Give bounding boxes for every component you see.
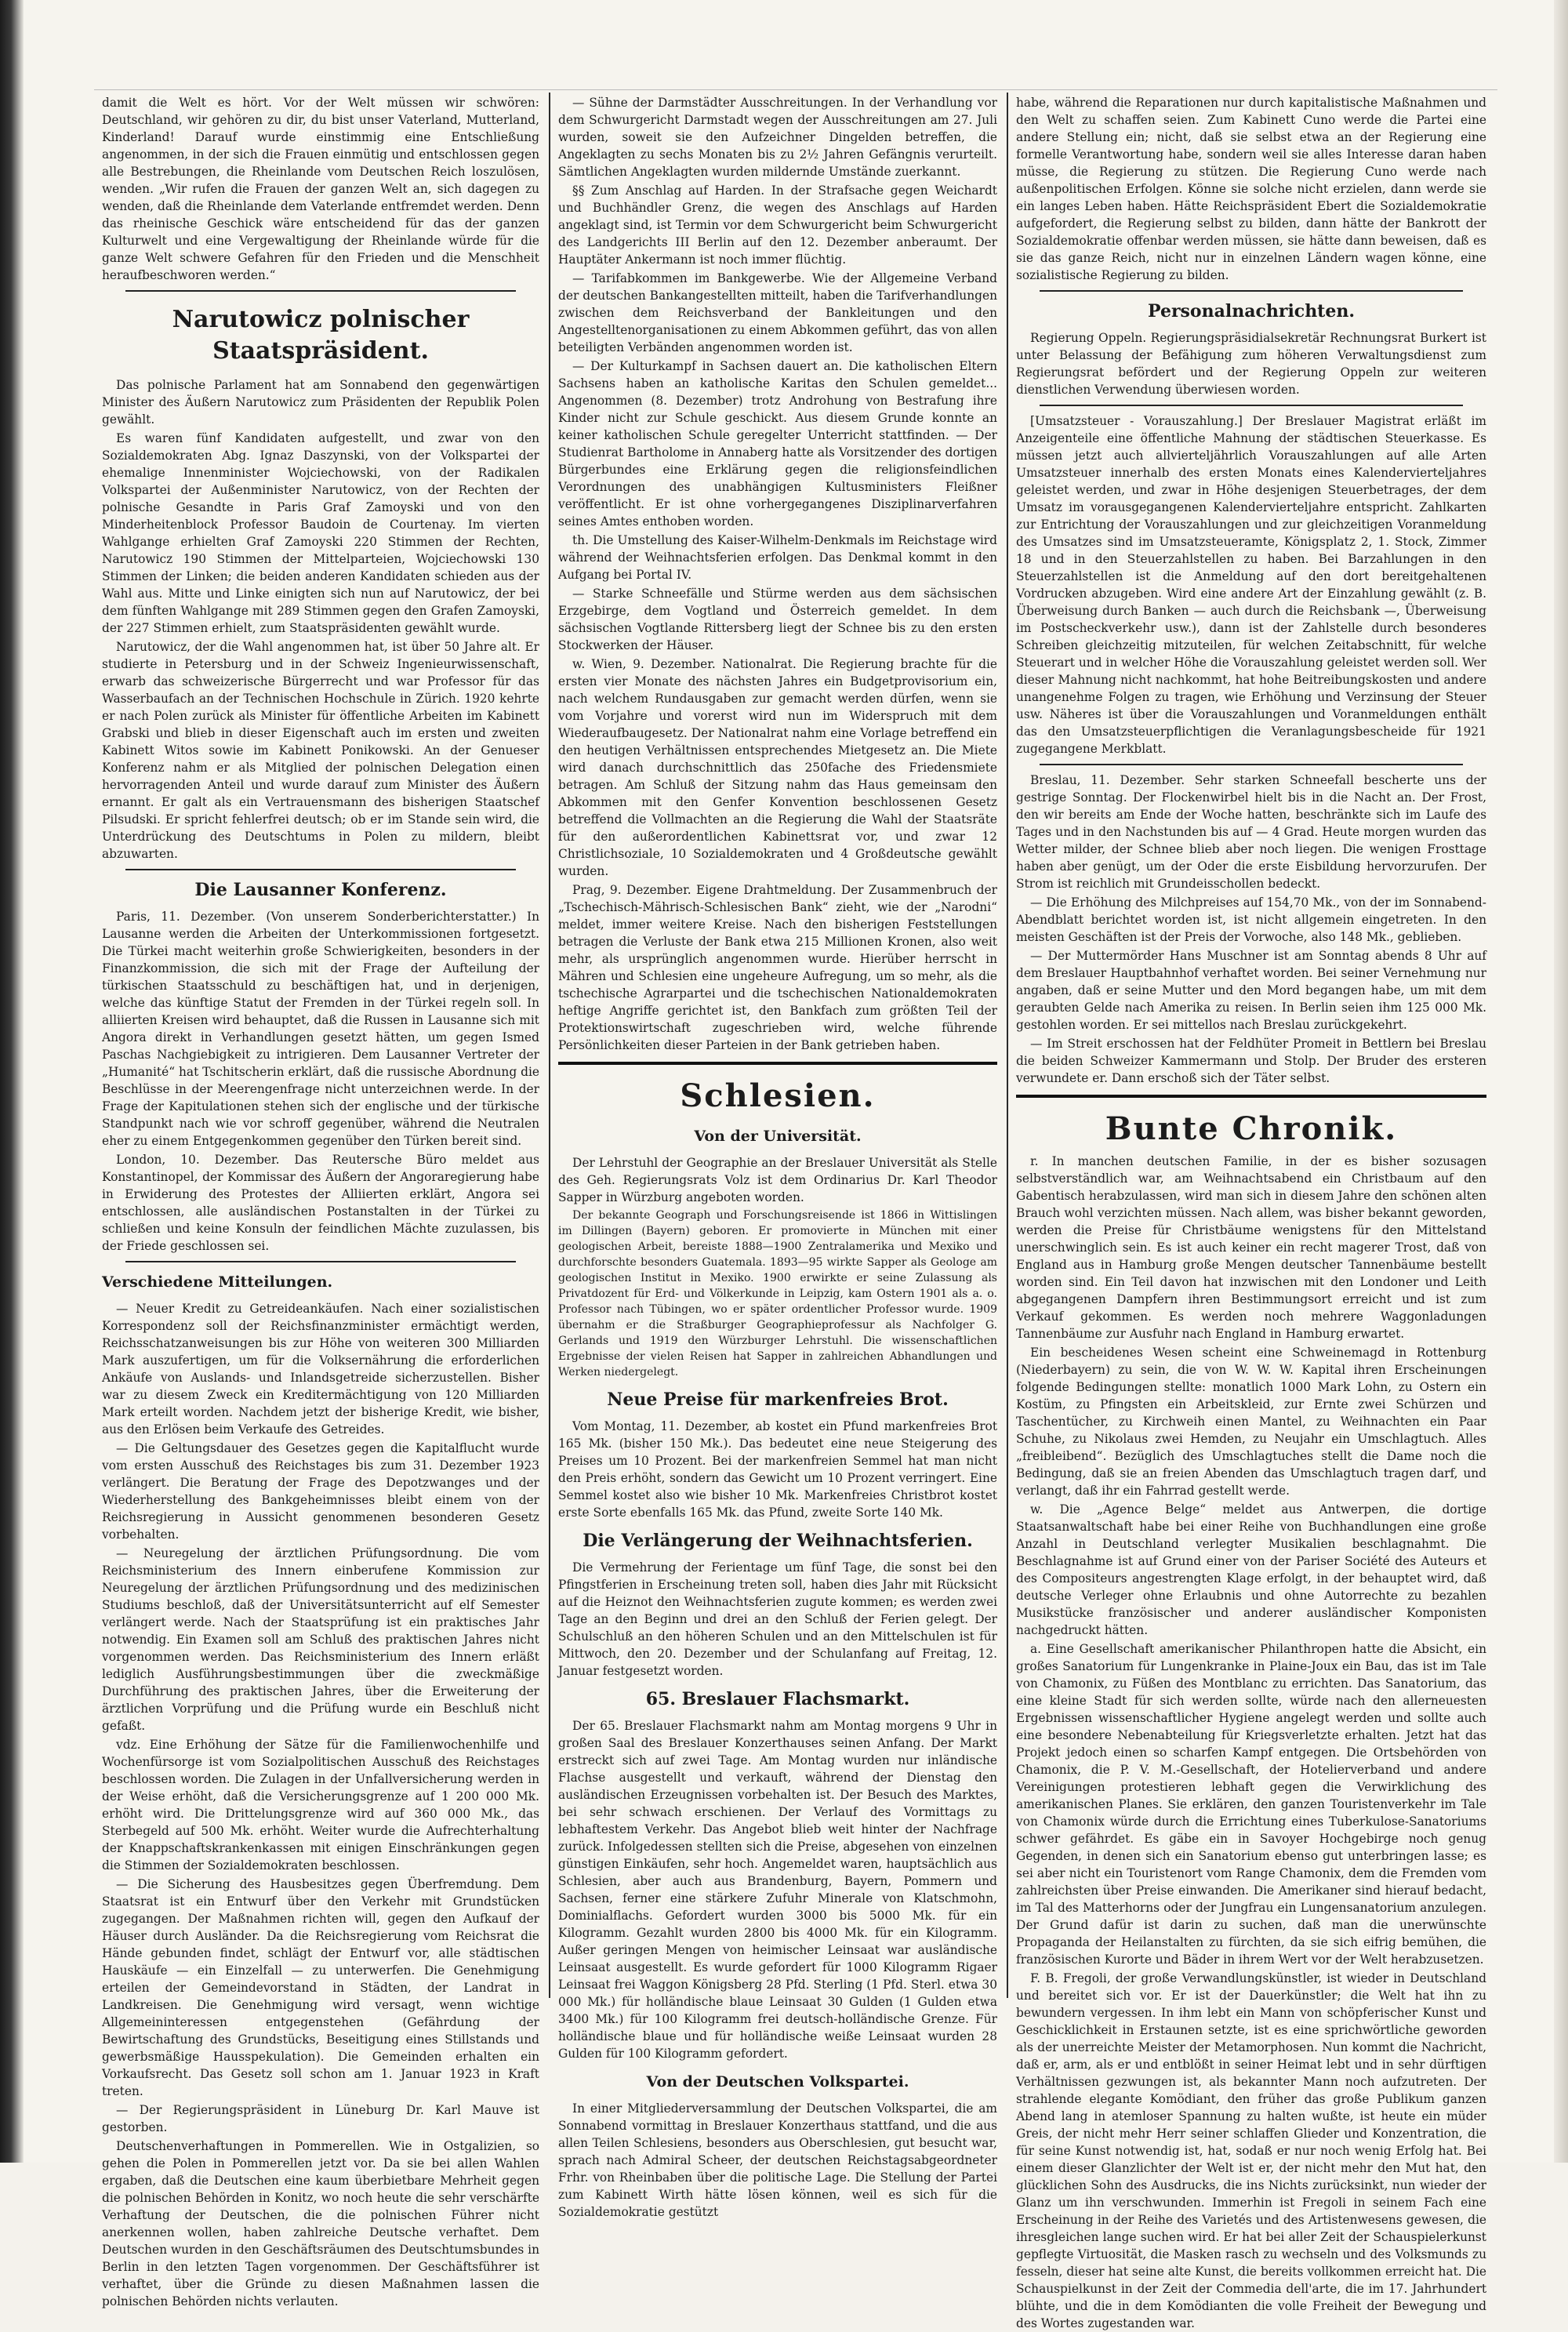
separator [125, 290, 516, 292]
brot-paragraph: Vom Montag, 11. Dezember, ab kostet ein Pfund markenfreies Brot 165 Mk. (bisher 150 Mk.). Das bedeutet eine neue Steigerung des Preises um 10 Prozent. Bei der markenfreien Semmel hat man nicht den Preis erhöht, sondern das Gewicht um 10 Prozent verringert. Eine Semmel kostet also wie bisher 10 Mk. Markenfreies Christbrot kostet erste Sorte ebenfalls 165 Mk. das Pfund, zweite Sorte 140 Mk. [558, 1419, 997, 1520]
universitaet-heading: Von der Universität. [694, 1128, 862, 1145]
news-paragraph: — Sühne der Darmstädter Ausschreitungen. In der Verhandlung vor dem Schwurgericht Darmstadt wegen der Ausschreitungen am 27. Juli wurden, soweit sie den Aufzeichner Dingelden betreffen, die Angeklagten zu sechs Monaten bis zu 2½ Jahren Gefängnis verurteilt. Sämtlichen Angeklagten wurden mildernde Umstände zuerkannt. [558, 96, 997, 179]
brot-heading: Neue Preise für markenfreies Brot. [607, 1389, 949, 1410]
news-paragraph: — Tarifabkommen im Bankgewerbe. Wie der Allgemeine Verband der deutschen Bankangestellten mitteilt, haben die Tarifverhandlungen zwischen dem Reichsverband der Bankleitungen und den Angestelltenorganisationen zu einem Abkommen geführt, das von allen beteiligten Verbänden angenommen worden ist. [558, 271, 997, 354]
mitteilung-paragraph: Deutschenverhaftungen in Pommerellen. Wie in Ostgalizien, so gehen die Polen in Pommerellen jetzt vor. Da sie bei allen Wahlen ergaben, daß die Deutschen eine kaum überbietbare Mehrheit gegen die polnischen Behörden in Konitz, wo noch heute die sehr verschärfte Verhaftung der Deutschen, die die polnischen Führer nicht anerkennen wollen, haben zahlreiche Deutsche verhaftet. Dem Deutschen wurden in den Geschäftsräumen des Deutschtumsbundes in Berlin in den letzten Tagen vorgenommen. Der Geschäftsführer ist verhaftet, über die Gründe zu diesen Maßnahmen lassen die polnischen Behörden nichts verlauten. [102, 2139, 539, 2308]
column-3 [1016, 94, 1486, 2330]
intro-paragraph: damit die Welt es hört. Vor der Welt müssen wir schwören: Deutschland, wir gehören zu dir, du bist unser Vaterland, Mutterland, Kinderland! Darauf wurde einstimmig eine Entschließung angenommen, in der sich die Frauen einmütig und entschlossen gegen alle Bestrebungen, die Rheinlande vom Deutschen Reich loszulösen, wenden. „Wir rufen die Frauen der ganzen Welt an, sich dagegen zu wenden, daß die Rheinlande dem Vaterlande entfremdet werden. Denn das rheinische Geschick wäre entscheidend für das der ganzen Kulturwelt und eine Vergewaltigung der Rheinlande würde für die ganze Welt schwere Gefahren für den Frieden und die Menschheit heraufbeschworen werden.“ [102, 96, 539, 282]
section-rule [558, 1062, 997, 1065]
chronik-paragraph: w. Die „Agence Belge“ meldet aus Antwerpen, die dortige Staatsanwaltschaft habe bei einer Reihe von Buchhandlungen eine große Anzahl in Deutschland verlegter Musikalien beschlagnahmt. Die Beschlagnahme ist auf Grund einer von der Pariser Société des Auteurs et des Compositeurs angestrengten Klage erfolgt, in der behauptet wird, daß deutsche Verleger ohne Erlaubnis und ohne Autorrechte zu bezahlen Musikstücke französischer und anderer ausländischer Komponisten nachgedruckt hätten. [1016, 1502, 1486, 1637]
column-divider-1 [549, 93, 550, 1998]
muttermoerder-paragraph: — Der Muttermörder Hans Muschner ist am Sonntag abends 8 Uhr auf dem Breslauer Hauptbahnhof verhaftet worden. Bei seiner Vernehmung nur angaben, daß er seine Mutter und den Mord begangen habe, um mit dem geraubten Gelde nach Amerika zu reisen. In Berlin seien ihm 125 000 Mk. gestohlen worden. Er sei mittellos nach Breslau zurückgekehrt. [1016, 949, 1486, 1032]
section-rule [1016, 1095, 1486, 1098]
chronik-paragraph: F. B. Fregoli, der große Verwandlungskünstler, ist wieder in Deutschland und bereitet sich vor. Er ist der Dauerkünstler; die Welt hat ihn zu bewundern vergessen. In ihm lebt ein Mann von schöpferischer Kunst und Geschicklichkeit in Erstaunen setzte, ist es eine sprichwörtliche geworden als der unerreichte Meister der Metamorphosen. Nun kommt die Nachricht, daß er, arm, als er und entblößt in seiner Heimat lebt und in sehr dürftigen Verhältnissen gezwungen ist, als bekannter Mann noch aufzutreten. Der strahlende elegante Komödiant, den früher das große Publikum ganzen Abend lang in atemloser Spannung zu halten wußte, ist heute ein müder Greis, der nicht mehr Herr seiner schlaffen Glieder und Konzentration, die für seine Kunst notwendig ist, hat, sodaß er nur noch wenig Erfolg hat. Bei einem dieser Glanzlichter der Welt ist er, der nicht mehr den Mut hat, den glücklichen Sohn des Ausdrucks, die ins Nichts zurücksinkt, nun wieder der Glanz um ihn verschwunden. Immerhin ist Fregoli in seinem Fach eine Erscheinung in der Reihe des Varietés und des Artistenwesens gewesen, die ihresgleichen lange suchen wird. Er hat bei aller Zeit der Schauspielerkunst gepflegte Virtuosität, die Masken rasch zu wechseln und des Volksmunds zu fesseln, dieser hat seine alte Kunst, die bereits vollkommen erreicht hat. Die Schauspielkunst in der Zeit der Commedia dell'arte, die im 17. Jahrhundert blühte, und die in dem Komödianten die volle Freiheit der Bewegung und des Wortes zugestanden war. [1016, 1971, 1486, 2330]
news-paragraph: w. Wien, 9. Dezember. Nationalrat. Die Regierung brachte für die ersten vier Monate des nächsten Jahres ein Budgetprovisorium ein, nach welchem Rundausgaben zur gemacht werden dürfen, wenn sie vom Vorjahre und vorerst wird nun im Widerspruch mit dem Wiederaufbaugesetz. Der Nationalrat nahm eine Vorlage betreffend ein den heutigen Verhältnissen entsprechendes Mietgesetz an. Die Miete wird danach durchschnittlich das 250fache des Friedensmiete betragen. Am Schluß der Sitzung nahm das Haus gemeinsam den Abkommen mit den Genfer Konvention beschlossenen Gesetz betreffend die Vollmachten an die Regierung die Wahl der Staatsräte für den außerordentlichen Kabinettsrat vor, und zwar 12 Christlichsoziale, 10 Sozialdemokraten und 4 Großdeutsche gewählt wurden. [558, 657, 997, 878]
flachsmarkt-paragraph: Der 65. Breslauer Flachsmarkt nahm am Montag morgens 9 Uhr in großen Saal des Breslauer Konzerthauses seinen Anfang. Der Markt erstreckt sich auf zwei Tage. Am Montag wurden nur inländische Flachse ausgestellt und verkauft, während der Dienstag den ausländischen Erzeugnissen vorbehalten ist. Der Besuch des Marktes, bei sehr schwach erschienen. Der Verlauf des Vormittags zu lebhaftestem Verkehr. Das Angebot blieb weit hinter der Nachfrage zurück. Infolgedessen stellten sich die Preise, abgesehen von einzelnen günstigen Einkäufen, sehr hoch. Angemeldet waren, hauptsächlich aus Schlesien, aber auch aus Brandenburg, Bayern, Pommern und Sachsen, ferner eine stärkere Zufuhr Minerale von Klatschmohn, Dominialflachs. Gefordert wurden 3000 bis 5000 Mk. für ein Kilogramm. Gezahlt wurden 2800 bis 4000 Mk. für ein Kilogramm. Außer geringen Mengen von heimischer Leinsaat war ausländische Leinsaat ausgestellt. Es wurde gefordert für 1000 Kilogramm Rigaer Leinsaat frei Waggon Königsberg 28 Pfd. Sterling (1 Pfd. Sterl. etwa 30 000 Mk.) für holländische blaue Leinsaat 30 Gulden (1 Gulden etwa 3400 Mk.) für 100 Kilogramm frei deutsch-holländische Grenze. Für holländische blaue und für holländische weiße Leinsaat wurden 28 Gulden für 100 Kilogramm gefordert. [558, 1719, 997, 2061]
separator [1040, 405, 1463, 406]
chronik-paragraph: Ein bescheidenes Wesen scheint eine Schweinemagd in Rottenburg (Niederbayern) zu sein, die von W. W. W. Kapital ihren Erscheinungen folgende Bedingungen stellte: monatlich 1000 Mark Lohn, zu Ostern ein Kostüm, zu Pfingsten ein Arbeitskleid, zur Ernte zwei Schürzen und Taschentücher, zu Kirchweih einen Mantel, zu Weihnachten ein Paar Schuhe, zu Nikolaus zwei Hemden, zu Neujahr ein Umschlagtuch. Alles „freibleibend“. Bezüglich des Umschlagtuches stellt die Dame noch die Bedingung, daß sie an freien Abenden das Umschlagtuch tragen darf, und verlangt, daß ihr ein Fahrrad gestellt werde. [1016, 1346, 1486, 1498]
narutowicz-paragraph: Das polnische Parlament hat am Sonnabend den gegenwärtigen Minister des Äußern Narutowicz zum Präsidenten der Republik Polen gewählt. [102, 378, 539, 427]
mitteilung-paragraph: — Der Regierungspräsident in Lüneburg Dr. Karl Mauve ist gestorben. [102, 2103, 539, 2134]
lausanne-paragraph: Paris, 11. Dezember. (Von unserem Sonderberichterstatter.) In Lausanne werden die Arbeiten der Unterkommissionen fortgesetzt. Die Türkei macht weiterhin große Schwierigkeiten, besonders in der Finanzkommission, die sich mit der Frage der Aufteilung der türkischen Staatsschuld zu beschäftigen hat, und in derjenigen, welche das künftige Statut der Fremden in der Türkei regeln soll. In alliierten Kreisen wird behauptet, daß die Russen in Lausanne sich mit Angora direkt in Verhandlungen gesetzt hätten, um gegen Ismed Paschas Nachgiebigkeit zu intrigieren. Dem Lausanner Vertreter der „Humanité“ hat Tschitscherin erklärt, daß die russische Abordnung die Beschlüsse in der Meerengenfrage nicht unterzeichnen werde. In der Frage der Kapitulationen stehen sich der englische und der türkische Standpunkt nach wie vor schroff gegenüber, während die Neutralen eher zu einem Entgegenkommen gegenüber den Türken bereit sind. [102, 910, 539, 1148]
streit-paragraph: — Im Streit erschossen hat der Feldhüter Promeit in Bettlern bei Breslau die beiden Schweizer Kammermann und Stolp. Der Bruder des ersteren verwundete er. Dann erschoß sich der Täter selbst. [1016, 1037, 1486, 1085]
milchpreis-paragraph: — Die Erhöhung des Milchpreises auf 154,70 Mk., von der im Sonnabend-Abendblatt berichtet worden ist, ist nicht allgemein eingetreten. In den meisten Geschäften ist der Preis der Vorwoche, also 148 Mk., geblieben. [1016, 895, 1486, 944]
lausanne-heading: Die Lausanner Konferenz. [194, 880, 447, 900]
mitteilungen-heading: Verschiedene Mitteilungen. [102, 1273, 333, 1291]
column-divider-2 [1007, 93, 1008, 1998]
scan-right-edge [1554, 0, 1568, 2163]
chronik-paragraph: a. Eine Gesellschaft amerikanischer Philanthropen hatte die Absicht, ein großes Sanatorium für Lungenkranke in Plaine-Joux ein Bau, das ist im Tale von Chamonix, zu Füßen des Montblanc zu errichten. Das Sanatorium, das eine kleine Stadt für sich werden sollte, würde nach den allerneuesten Ergebnissen wissenschaftlicher Hygiene angelegt werden und sollte auch eine besondere Nebenabteilung für Kriegsverletzte erhalten. Jetzt hat das Projekt jedoch einen so scharfen Kampf entgegen. Die Ortsbehörden von Chamonix, die P. V. M.-Gesellschaft, der Hotelierverband und andere Vereinigungen protestieren lebhaft gegen die Verwirklichung des amerikanischen Planes. Sie erklären, den ganzen Touristenverkehr im Tale von Chamonix würde durch die Errichtung eines Tuberkulose-Sanatoriums schwer gefährdet. Es gäbe ein in Savoyer Hochgebirge noch genug Gegenden, in denen sich ein Sanatorium ebenso gut unterbringen lasse; es sei aber nicht ein Touristenort vom Range Chamonix, dem die Fremden vom zahlreichsten über Preise einwanden. Die Amerikaner sind hierauf bedacht, im Tal des Matterhorns oder der Jungfrau ein Lungensanatorium anzulegen. Der Grund dafür ist darin zu suchen, daß man die unerwünschte Propaganda der Heilanstalten zu fürchten, da sie sich eifrig bemühen, die französischen Kurorte und Bäder in ihrem Wert vor der Welt herabzusetzen. [1016, 1642, 1486, 1967]
breslau-paragraph: Breslau, 11. Dezember. Sehr starken Schneefall bescherte uns der gestrige Sonntag. Der Flockenwirbel hielt bis in die Nacht an. Der Frost, den wir bereits am Ende der Woche hatten, beschränkte sich im Laufe des Tages und in den Nachstunden bis auf — 4 Grad. Heute morgen wurden das Wetter milder, der Schnee blieb aber noch liegen. Die wenigen Frosttage haben aber genügt, um der Oder die erste Eisbildung hervorzurufen. Der Strom ist reichlich mit Grundeisschollen bedeckt. [1016, 773, 1486, 891]
separator [125, 1261, 516, 1262]
column-1 [102, 94, 539, 2308]
news-paragraph: habe, während die Reparationen nur durch kapitalistische Maßnahmen und den Welt zu schaffen seien. Zum Kabinett Cuno werde die Partei eine andere Stellung ein; nicht, daß sie selbst etwa an der Regierung eine formelle Verantwortung habe, sondern weil sie alles Interesse daran haben müsse, die Regierung zu stützen. Die Regierung Cuno werde nach außenpolitischen Erfolgen. Könne sie solche nicht erzielen, dann werde sie ein langes Leben haben. Hätte Reichspräsident Ebert die Sozialdemokratie aufgefordert, die Regierung selbst zu bilden, dann hätte der Bankrott der Sozialdemokratie offenbar werden müssen, sie hätte dann beweisen, daß es sie das ganze Reich, nicht nur in einzelnen Ländern wagen könne, eine sozialistische Regierung zu bilden. [1016, 96, 1486, 282]
bunte-chronik-heading: Bunte Chronik. [1105, 1110, 1398, 1147]
mitteilung-paragraph: — Neuer Kredit zu Getreideankäufen. Nach einer sozialistischen Korrespondenz soll der Reichsfinanzminister ermächtigt werden, Reichsschatzanweisungen bis zur Höhe von weiteren 300 Milliarden Mark auszufertigen, um für die Volksernährung die erforderlichen Ankäufe von Auslands- und Inlandsgetreide sicherzustellen. Bisher war zu diesem Zweck ein Kreditermächtigung von 120 Milliarden Mark erteilt worden. Nachdem jetzt der bisherige Kredit, wie bisher, aus den Erlösen beim Verkaufe des Getreides. [102, 1302, 539, 1437]
narutowicz-heading: Narutowicz polnischer Staatspräsident. [172, 306, 470, 365]
ferien-heading: Die Verlängerung der Weihnachtsferien. [583, 1531, 973, 1551]
column-2 [558, 94, 997, 2219]
mitteilung-paragraph: vdz. Eine Erhöhung der Sätze für die Familienwochenhilfe und Wochenfürsorge ist vom Sozialpolitischen Ausschuß des Reichstages beschlossen worden. Die Zulagen in der Unfallversicherung werden in der Weise erhöht, daß die Versicherungsgrenze auf 1 200 000 Mk. erhöht wird. Die Drittelungsgrenze wird auf 360 000 Mk., das Sterbegeld auf 500 Mk. erhöht. Weiter wurde die Aufrechterhaltung der Knappschaftskrankenkassen mit einigen Einschränkungen gegen die Stimmen der Sozialdemokraten beschlossen. [102, 1738, 539, 1873]
news-paragraph: Prag, 9. Dezember. Eigene Drahtmeldung. Der Zusammenbruch der „Tschechisch-Mährisch-Schlesischen Bank“ zieht, wie der „Narodni“ meldet, immer weitere Kreise. Nach den bisherigen Feststellungen betragen die Verluste der Bank etwa 215 Millionen Kronen, also weit mehr, als ursprünglich angenommen wurde. Hierüber herrscht in Mähren und Schlesien eine ungeheure Aufregung, um so mehr, als die tschechische Agrarpartei und die tschechischen Nationaldemokraten heftige Angriffe gerichtet ist, den Bankfach zum größten Teil der Protektionswirtschaft zugeschrieben wird, welche führende Persönlichkeiten dieser Parteien in der Bank getrieben haben. [558, 883, 997, 1052]
narutowicz-paragraph: Narutowicz, der die Wahl angenommen hat, ist über 50 Jahre alt. Er studierte in Petersburg und in der Schweiz Ingenieurwissenschaft, erwarb das schweizerische Bürgerrecht und war Professor für das Wasserbaufach an der Technischen Hochschule in Zürich. 1920 kehrte er nach Polen zurück als Minister für öffentliche Arbeiten im Kabinett Grabski und blieb in dieser Eigenschaft auch im ersten und zweiten Kabinett Witos sowie im Kabinett Ponikowski. An der Genueser Konferenz nahm er als Mitglied der polnischen Delegation einen hervorragenden Anteil und wurde darauf zum Minister des Äußern ernannt. Er galt als ein Vertrauensmann des bisherigen Staatschef Pilsudski. Er spricht fehlerfrei deutsch; ob er im Stande sein wird, die Unterdrückung des Deutschtums in Polen zu mildern, bleibt abzuwarten. [102, 640, 539, 861]
chronik-paragraph: r. In manchen deutschen Familie, in der es bisher sozusagen selbstverständlich war, am Weihnachtsabend ein Christbaum auf den Gabentisch herabzulassen, wird man sich in diesem Jahre den schönen alten Brauch wohl verzichten müssen. Nach allem, was bisher bekannt geworden, werden die Preise für Christbäume wenigstens für den Mittelstand unerschwinglich sein. Es ist auch keiner ein recht magerer Trost, daß von England aus in Hamburg große Mengen deutscher Tannenbäume bestellt worden sind. Ein Teil davon hat inzwischen mit den Londoner und Leith abgegangenen Dampfern ihren Bestimmungsort erreicht und ist zum Verkauf gekommen. Es werden noch mehrere Waggonladungen Tannenbäume zur Ausfuhr nach England in Hamburg erwartet. [1016, 1154, 1486, 1341]
narutowicz-paragraph: Es waren fünf Kandidaten aufgestellt, und zwar von den Sozialdemokraten Abg. Ignaz Daszynski, von der Volkspartei der ehemalige Innenminister Wojciechowski, von der Radikalen Volkspartei der Außenminister Narutowicz, von der Rechten der polnische Gesandte in Paris Graf Zamoyski und von den Minderheitenblock Professor Baudoin de Courtenay. Im vierten Wahlgange erhielten Graf Zamoyski 220 Stimmen der Rechten, Narutowicz 190 Stimmen der Mittelparteien, Wojciechowski 130 Stimmen der Linken; die beiden anderen Kandidaten schieden aus der Wahl aus. Mitte und Linke einigten sich nun auf Narutowicz, der bei dem fünften Wahlgange mit 289 Stimmen gegen den Grafen Zamoyski, der 227 Stimmen erhielt, zum Staatspräsidenten gewählt wurde. [102, 431, 539, 635]
top-rule [94, 89, 1497, 90]
lausanne-paragraph: London, 10. Dezember. Das Reutersche Büro meldet aus Konstantinopel, der Kommissar des Äußern der Angoraregierung habe in Erwiderung des Protestes der Alliierten erklärt, Angora sei entschlossen, alle ausländischen Postanstalten in der Türkei zu schließen und keine Konsuln der feindlichen Mächte zuzulassen, bis der Friede geschlossen sei. [102, 1153, 539, 1253]
umsatzsteuer-paragraph: [Umsatzsteuer - Vorauszahlung.] Der Breslauer Magistrat erläßt im Anzeigenteile eine öffentliche Mahnung der städtischen Steuerkasse. Es müssen jetzt auch allvierteljährlich Vorauszahlungen auf alle Arten Umsatzsteuer innerhalb des ersten Monats eines Kalendervierteljahres geleistet werden, und zwar in Höhe desjenigen Steuerbetrages, der dem Umsatz im vorausgegangenen Kalendervierteljahre entspricht. Zahlkarten zur Entrichtung der Vorauszahlungen und zur gleichzeitigen Voranmeldung des Umsatzes sind im Umsatzsteueramte, Königsplatz 2, 1. Stock, Zimmer 18 und in den Steuerzahlstellen zu haben. Bei Barzahlungen in den Steuerzahlstellen ist die Anmeldung auf den dort bereitgehaltenen Vordrucken abzugeben. Wird eine andere Art der Einzahlung gewählt (z. B. Überweisung durch Banken — auch durch die Reichsbank —, Überweisung im Postscheckverkehr usw.), dann ist der Zahlstelle durch besonderes Schreiben gleichzeitig mitzuteilen, für welchen Zeitabschnitt, für welche Steuerart und in welcher Höhe die Vorauszahlung geleistet werden soll. Wer dieser Mahnung nicht nachkommt, hat hohe Beitreibungskosten und andere unangenehme Folgen zu tragen, wie Erhöhung und Verzinsung der Steuer usw. Näheres ist über die Vorauszahlungen und Voranmeldungen enthält das den Umsatzsteuerpflichtigen die Veranlagungsbescheide für 1921 zugegangene Merkblatt. [1016, 414, 1486, 756]
separator [1040, 764, 1463, 765]
news-paragraph: — Der Kulturkampf in Sachsen dauert an. Die katholischen Eltern Sachsens haben an katholische Karitas den Schulen gemeldet... Angenommen (8. Dezember) trotz Androhung von Bestrafung ihre Kinder nicht zur Schule geschickt. Aus diesem Grunde konnte an keiner katholischen Schule geregelter Unterricht stattfinden. — Der Studienrat Bartholome in Annaberg hatte als Vorsitzender des dortigen Bürgerbundes eine Erklärung gegen die religionsfeindlichen Verordnungen des unabhängigen Kultusministers Fleißner veröffentlicht. Er ist ohne vorhergegangenes Disziplinarverfahren seines Amtes enthoben worden. [558, 359, 997, 529]
news-paragraph: §§ Zum Anschlag auf Harden. In der Strafsache gegen Weichardt und Buchhändler Grenz, die wegen des Anschlags auf Harden angeklagt sind, ist Termin vor dem Schwurgericht beim Schwurgericht des Landgerichts III Berlin auf den 12. Dezember anberaumt. Der Hauptäter Ankermann ist noch immer flüchtig. [558, 183, 997, 267]
schlesien-heading: Schlesien. [680, 1077, 876, 1114]
universitaet-paragraph: Der Lehrstuhl der Geographie an der Breslauer Universität als Stelle des Geh. Regierungsrats Volz ist dem Ordinarius Dr. Karl Theodor Sapper in Würzburg angeboten worden. [558, 1156, 997, 1204]
mitteilung-paragraph: — Die Geltungsdauer des Gesetzes gegen die Kapitalflucht wurde vom ersten Ausschuß des Reichstages bis zum 31. Dezember 1923 verlängert. Die Beratung der Frage des Depotzwanges und der Wiederherstellung des Bankgeheimnisses bleibt einem von der Reichsregierung in Aussicht genommenen besonderen Gesetz vorbehalten. [102, 1441, 539, 1542]
mitteilung-paragraph: — Die Sicherung des Hausbesitzes gegen Überfremdung. Dem Staatsrat ist ein Entwurf über den Verkehr mit Grundstücken zugegangen. Der Maßnahmen richten will, gegen den Aufkauf der Häuser durch Ausländer. Da die Reichsregierung vom Reichsrat die Hände gebunden findet, schlägt der Entwurf vor, alle städtischen Hauskäufe — ein Einzelfall — zu unterwerfen. Die Genehmigung erteilen der Gemeindevorstand in Städten, der Landrat in Landkreisen. Die Genehmigung wird versagt, wenn wichtige Allgemeininteressen entgegenstehen (Gefährdung der Bewirtschaftung des Grundstücks, Beseitigung eines Stillstands und gewerbsmäßige Hausspekulation). Die Gemeinden erhalten ein Vorkaufsrecht. Das Gesetz soll schon am 1. Januar 1923 in Kraft treten. [102, 1877, 539, 2098]
volkspartei-paragraph: In einer Mitgliederversammlung der Deutschen Volkspartei, die am Sonnabend vormittag in Breslauer Konzerthaus stattfand, und die aus allen Teilen Schlesiens, besonders aus Oberschlesien, gut besucht war, sprach nach Admiral Scheer, der deutschen Reichstagsabgeordneter Frhr. von Rheinbaben über die politische Lage. Die Stellung der Partei zum Kabinett Wirth hätte lösen können, weil es sich für die Sozialdemokratie gestützt [558, 2101, 997, 2219]
flachsmarkt-heading: 65. Breslauer Flachsmarkt. [645, 1689, 910, 1709]
personal-heading: Personalnachrichten. [1148, 301, 1355, 321]
universitaet-paragraph: Der bekannte Geograph und Forschungsreisende ist 1866 in Wittislingen im Dillingen (Bayern) geboren. Er promovierte in München mit einer geologischen Arbeit, bereiste 1888—1900 Zentralamerika und Mexiko und durchforschte besonders Guatemala. 1893—95 wirkte Sapper als Geologe am geologischen Institut in Mexiko. 1900 erwirkte er seine Zulassung als Privatdozent für Erd- und Völkerkunde in Leipzig, kam Ostern 1901 als a. o. Professor nach Tübingen, wo er später ordentlicher Professor wurde. 1909 übernahm er die Straßburger Geographieprofessur als Nachfolger G. Gerlands und 1919 den Würzburger Lehrstuhl. Die wissenschaftlichen Ergebnisse der vielen Reisen hat Sapper in zahlreichen Abhandlungen und Werken niedergelegt. [558, 1209, 997, 1378]
separator [1040, 290, 1463, 292]
scan-binding-edge [0, 0, 24, 2163]
news-paragraph: th. Die Umstellung des Kaiser-Wilhelm-Denkmals im Reichstage wird während der Weihnachtsferien erfolgen. Das Denkmal kommt in den Aufgang bei Portal IV. [558, 533, 997, 582]
personal-paragraph: Regierung Oppeln. Regierungspräsidialsekretär Rechnungsrat Burkert ist unter Belassung der Befähigung zum höheren Verwaltungsdienst zum Regierungsrat befördert und der Regierung Oppeln zur weiteren dienstlichen Verwendung überwiesen worden. [1016, 331, 1486, 397]
ferien-paragraph: Die Vermehrung der Ferientage um fünf Tage, die sonst bei den Pfingstferien in Erscheinung treten soll, haben dies Jahr mit Rücksicht auf die Heiznot den Weihnachtsferien zugute kommen; es werden zwei Tage an den Beginn und drei an den Schluß der Ferien gelegt. Der Schulschluß an den höheren Schulen und an den Mittelschulen ist für Mittwoch, den 20. Dezember und der Schulanfang auf Freitag, 12. Januar festgesetzt worden. [558, 1560, 997, 1678]
news-paragraph: — Starke Schneefälle und Stürme werden aus dem sächsischen Erzgebirge, dem Vogtland und Österreich gemeldet. In dem sächsischen Vogtlande Rittersberg liegt der Schnee bis zu den ersten Stockwerken der Häuser. [558, 587, 997, 652]
mitteilung-paragraph: — Neuregelung der ärztlichen Prüfungsordnung. Die vom Reichsministerium des Innern einberufene Kommission zur Neuregelung der ärztlichen Prüfungsordnung und des medizinischen Studiums beschloß, daß der Universitätsunterricht auf elf Semester verlängert werde. Nach der Staatsprüfung ist ein praktisches Jahr notwendig. Ein Examen soll am Schluß des praktischen Jahres nicht vorgenommen werden. Das Reichsministerium des Innern erläßt lediglich Ausführungsbestimmungen über die zweckmäßige Durchführung des praktischen Jahres, über die Erweiterung der ärztlichen Vorprüfung und die Prüfung wurde ein Beschluß nicht gefaßt. [102, 1546, 539, 1733]
volkspartei-heading: Von der Deutschen Volkspartei. [646, 2073, 909, 2090]
separator [125, 869, 516, 870]
